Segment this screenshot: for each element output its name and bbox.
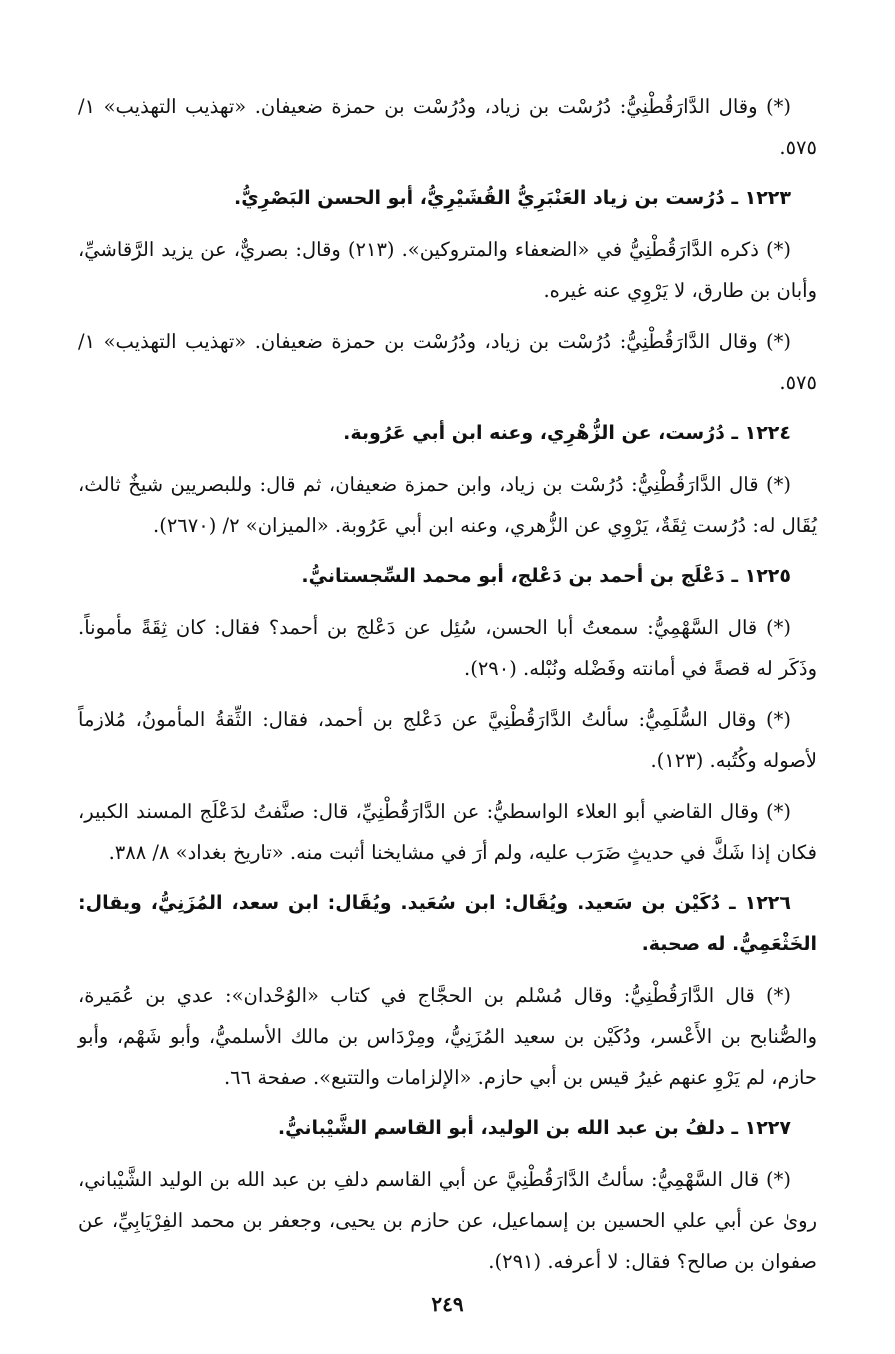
paragraph: (*) وقال السُّلَمِيُّ: سألتُ الدَّارَقُطْنِيَّ عن دَعْلج بن أحمد، فقال: الثِّقةُ المأمونُ، مُلازماً لأصوله وكُتُبه. (١٢٣). [78, 708, 817, 772]
paragraph: (*) وقال الدَّارَقُطْنِيُّ: دُرُسْت بن زياد، ودُرُسْت بن حمزة ضعيفان. «تهذيب التهذيب» ١/ ٥٧٥. [78, 95, 817, 159]
entry-heading: ١٢٢٧ ـ دلفُ بن عبد الله بن الوليد، أبو القاسم الشَّيْبانيُّ. [277, 1117, 791, 1139]
paragraph: (*) قال الدَّارَقُطْنِيُّ: وقال مُسْلم بن الحجَّاج في كتاب «الوُحْدان»: عدي بن عُمَيرة، والصُّنابح بن الأَعْسر، ودُكَيْن بن سعيد المُزَنِيُّ، ومِرْدَاس بن مالك الأسلميُّ، وأبو شَهْم، وأبو حازم، لم يَرْوِ عنهم غيرُ قيس بن أبي حازم. «الإلزامات والتتبع». صفحة ٦٦. [78, 984, 817, 1089]
paragraph: (*) قال السَّهْمِيُّ: سألتُ الدَّارَقُطْنِيَّ عن أبي القاسم دلفِ بن عبد الله بن الوليد الشَّيْباني، روىٰ عن أبي علي الحسين بن إسماعيل، عن حازم بن يحيى، وجعفر بن محمد الفِرْيَابِيِّ، عن صفوان بن صالح؟ فقال: لا أعرفه. (٢٩١). [78, 1168, 817, 1273]
page-number: ٢٤٩ [431, 1292, 464, 1316]
entry-heading: ١٢٢٦ ـ دُكَيْن بن سَعيد. ويُقَال: ابن سُعَيد. ويُقَال: ابن سعد، المُزَنِيُّ، ويقال: الخَثْعَمِيُّ. له صحبة. [78, 892, 817, 955]
entry-heading: ١٢٢٣ ـ دُرُست بن زياد العَنْبَرِيُّ القُشَيْرِيُّ، أبو الحسن البَصْرِيُّ. [234, 187, 791, 209]
document-page [78, 86, 817, 1292]
paragraph: (*) وقال الدَّارَقُطْنِيُّ: دُرُسْت بن زياد، ودُرُسْت بن حمزة ضعيفان. «تهذيب التهذيب» ١/ ٥٧٥. [78, 330, 817, 394]
entry-heading: ١٢٢٤ ـ دُرُست، عن الزُّهْرِي، وعنه ابن أبي عَرُوبة. [343, 422, 791, 444]
paragraph: (*) ذكره الدَّارَقُطْنِيُّ في «الضعفاء والمتروكين». (٢١٣) وقال: بصريٌّ، عن يزيد الرَّقاشيِّ، وأبان بن طارق، لا يَرْوِي عنه غيره. [78, 238, 817, 302]
paragraph: (*) قال الدَّارَقُطْنِيُّ: دُرُسْت بن زياد، وابن حمزة ضعيفان، ثم قال: وللبصريين شيخٌ ثالث، يُقَال له: دُرُست ثِقَةٌ، يَرْوِي عن الزُّهري، وعنه ابن أبي عَرُوبة. «الميزان» ٢/ (٢٦٧٠). [78, 473, 817, 537]
paragraph: (*) وقال القاضي أبو العلاء الواسطيُّ: عن الدَّارَقُطْنِيِّ، قال: صنَّفتُ لدَعْلَج المسند الكبير، فكان إذا شَكَّ في حديثٍ ضَرَب عليه، ولم أرَ في مشايخنا أثبت منه. «تاريخ بغداد» ٨/ ٣٨٨. [78, 800, 817, 864]
paragraph: (*) قال السَّهْمِيُّ: سمعتُ أبا الحسن، سُئِل عن دَعْلج بن أحمد؟ فقال: كان ثِقَةً مأموناً. وذَكَر له قصةً في أمانته وفَضْله ونُبْله. (٢٩٠). [78, 616, 817, 680]
entry-heading: ١٢٢٥ ـ دَعْلَج بن أحمد بن دَعْلج، أبو محمد السِّجستانيُّ. [301, 565, 791, 587]
